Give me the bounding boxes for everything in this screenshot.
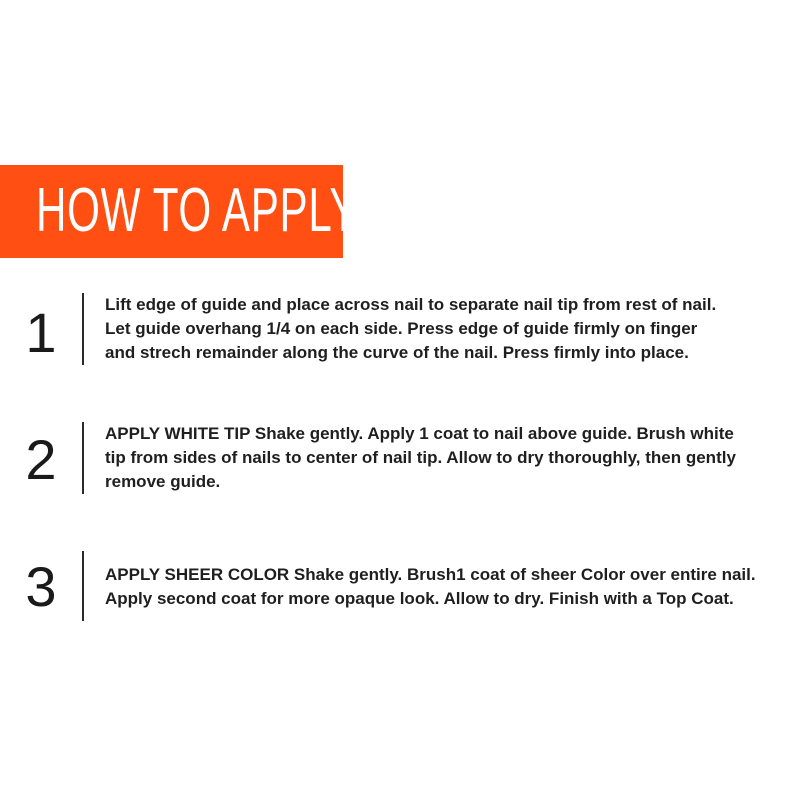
instruction-line: Lift edge of guide and place across nail to separate nail tip from rest of nail. xyxy=(105,295,717,314)
step-divider xyxy=(82,293,84,365)
instruction-line: Apply second coat for more opaque look. Allow to dry. Finish with a Top Coat. xyxy=(105,589,734,608)
step-instructions xyxy=(105,293,795,365)
step-1 xyxy=(0,293,800,367)
step-3 xyxy=(0,551,800,625)
step-2 xyxy=(0,422,800,496)
instruction-line: tip from sides of nails to center of nail tip. Allow to dry thoroughly, then gently xyxy=(105,448,736,467)
page-title: HOW TO APPLY? xyxy=(36,176,383,245)
step-divider xyxy=(82,551,84,621)
step-number: 2 xyxy=(25,428,57,491)
step-number: 3 xyxy=(25,555,57,618)
instruction-line: APPLY SHEER COLOR Shake gently. Brush1 coat of sheer Color over entire nail. xyxy=(105,565,756,584)
instruction-line: APPLY WHITE TIP Shake gently. Apply 1 coat to nail above guide. Brush white xyxy=(105,424,734,443)
instruction-line: remove guide. xyxy=(105,472,221,491)
instruction-line: Let guide overhang 1/4 on each side. Press edge of guide firmly on finger xyxy=(105,319,698,338)
step-divider xyxy=(82,422,84,494)
step-instructions xyxy=(105,563,795,611)
header-banner xyxy=(0,165,383,258)
step-number: 1 xyxy=(25,301,57,364)
instruction-line: and strech remainder along the curve of the nail. Press firmly into place. xyxy=(105,343,689,362)
step-instructions xyxy=(105,422,795,494)
